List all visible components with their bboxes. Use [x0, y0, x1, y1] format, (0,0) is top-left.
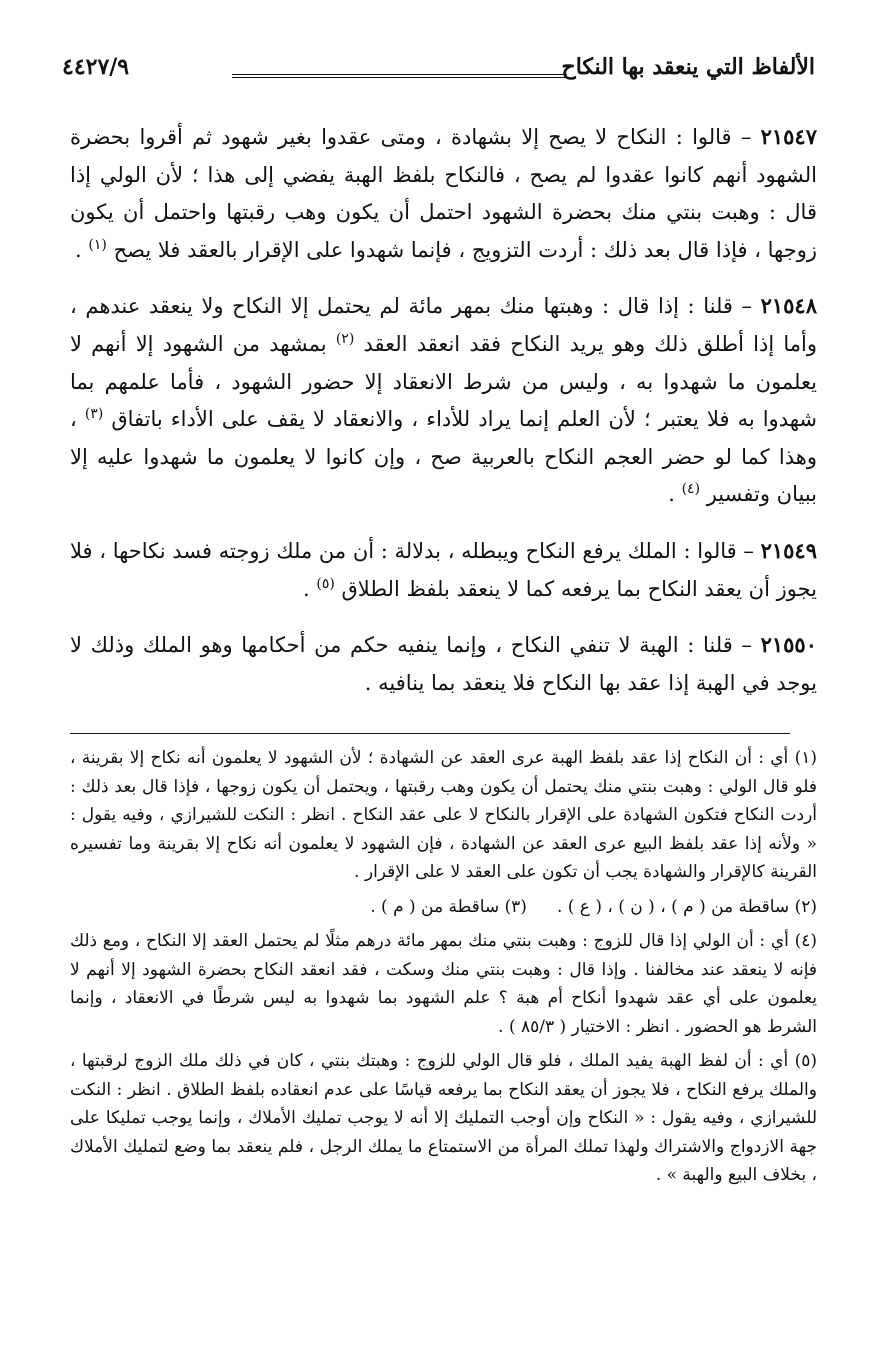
paragraph-21547: [70, 118, 817, 269]
page-number: ٤٤٢٧/٩: [62, 54, 130, 80]
paragraph-number: ٢١٥٤٨: [760, 293, 817, 319]
header-rule: [232, 74, 567, 78]
running-header: [62, 50, 815, 90]
footnote-separator: [70, 733, 790, 734]
paragraph-text-tail: بمشهد من الشهود إلا أنهم لا يعلمون ما شهدوا به ، وليس من شرط الانعقاد إلا حضور الشهود ، فأما علمهم بما شهدوا به فلا يعتبر ؛ لأن العلم إنما يراد للأداء ، والانعقاد لا يقف على الأداء باتفاق: [70, 331, 817, 432]
paragraph-text: – قلنا : الهبة لا تنفي النكاح ، وإنما ينفيه حكم من أحكامها وهو الملك وذلك لا يوجد في الهبة إذا عقد بها النكاح فلا ينعقد بما ينافيه .: [70, 633, 817, 695]
paragraph-text: – قالوا : الملك يرفع النكاح ويبطله ، بدلالة : أن من ملك زوجته فسد نكاحها ، فلا يجوز أن يعقد النكاح بما يرفعه كما لا ينعقد بلفظ الطلاق: [70, 538, 817, 601]
footnotes-short-row: [70, 893, 817, 922]
footnote-ref: (٢): [335, 330, 355, 347]
paragraph-21548: [70, 287, 817, 514]
paragraph-text: – قالوا : النكاح لا يصح إلا بشهادة ، ومتى عقدوا بغير شهود ثم أقروا بحضرة الشهود أنهم كانوا عقدوا لم يصح ، فالنكاح بلفظ الهبة يفضي إلى هذا ؛ لأن الولي إذا قال : وهبت بنتي منك بحضرة الشهود احتمل أن يكون وهب رقبتها واحتمل أن يكون زوجها ، فإذا قال بعد ذلك : أردت التزويج ، فإنما شهدوا على الإقرار بالعقد فلا يصح: [70, 125, 817, 262]
footnotes: [70, 744, 817, 1196]
paragraph-text: – قلنا : إذا قال : وهبتها منك بمهر مائة لم يحتمل إلا النكاح ولا ينعقد عندهم ، وأما إذا أطلق ذلك وهو يريد النكاح فقد انعقد العقد: [70, 294, 817, 356]
paragraph-text-tail: ، وهذا كما لو حضر العجم النكاح بالعربية صح ، وإن كانوا لا يعلمون ما شهدوا عليه إلا ببيان وتفسير: [70, 407, 817, 507]
main-text: [70, 118, 817, 720]
paragraph-21550: [70, 626, 817, 702]
footnote-ref: (٤): [681, 481, 701, 498]
paragraph-text-tail: .: [668, 482, 682, 507]
paragraph-text-tail: .: [302, 576, 317, 601]
footnote-2: (٢) ساقطة من ( م ) ، ( ن ) ، ( ع ) .: [556, 896, 817, 917]
paragraph-number: ٢١٥٥٠: [760, 632, 817, 658]
paragraph-number: ٢١٥٤٧: [760, 124, 817, 149]
footnote-4: (٤) أي : أن الولي إذا قال للزوج : وهبت بنتي منك بمهر مائة درهم مثلًا لم يحتمل العقد إلا النكاح ، ومع ذلك فإنه لا ينعقد عند مخالفنا . وإذا قال : وهبت بنتي منك وسكت ، فقد انعقد النكاح بحضرة الشهود إلا أنهم لا يعلمون على أي عقد شهدوا أنكاح أم هبة ؟ علم الشهود بما شهدوا به ليس شرطًا في الانعقاد ، وإنما الشرط هو الحضور . انظر : الاختيار ( ٨٥/٣ ) .: [70, 931, 817, 1037]
chapter-title: الألفاظ التي ينعقد بها النكاح: [561, 54, 815, 80]
footnote-ref: (٥): [316, 575, 335, 592]
footnote-3: (٣) ساقطة من ( م ) .: [370, 896, 527, 917]
paragraph-text-tail: .: [75, 237, 89, 262]
footnote-5: (٥) أي : أن لفظ الهبة يفيد الملك ، فلو قال الولي للزوج : وهبتك بنتي ، كان في ذلك ملك الزوج لرقبتها ، والملك يرفع النكاح ، فلا يجوز أن يعقد النكاح بما يرفعه قياسًا على عدم انعقاده بلفظ الطلاق . انظر : النكت للشيرازي ، وفيه يقول : « النكاح وإن أوجب التمليك إلا أنه لا يوجب تمليك الأملاك ، وإنما يوجب تمليكا على جهة الازدواج والاشتراك ولهذا تملك المرأة من الاستمتاع ما يملك الرجل ، فلم ينعقد بما وضع لتمليك الأملاك ، بخلاف البيع والهبة » .: [70, 1051, 817, 1185]
paragraph-number: ٢١٥٤٩: [760, 537, 817, 563]
footnote-1: (١) أي : أن النكاح إذا عقد بلفظ الهبة عرى العقد عن الشهادة ؛ لأن الشهود لا يعلمون أنه نكاح إلا بقرينة ، فلو قال الولي : وهبت بنتي منك يحتمل أن يكون وهب رقبتها ، ويحتمل أن يكون زوجها ، فإذا قال بعد ذلك : أردت النكاح فتكون الشهادة على الإقرار بالنكاح لا على عقد النكاح . انظر : النكت للشيرازي ، وفيه يقول : « ولأنه إذا عقد بلفظ البيع عرى العقد عن الشهادة ، فإن الشهود لا يعلمون أنه نكاح إلا بقرينة وما تفسيره القرينة كالإقرار والشهادة يجب أن تكون على العقد لا على الإقرار .: [70, 748, 817, 882]
footnote-ref: (٣): [84, 406, 104, 423]
paragraph-21549: [70, 532, 817, 608]
footnote-ref: (١): [88, 236, 107, 253]
